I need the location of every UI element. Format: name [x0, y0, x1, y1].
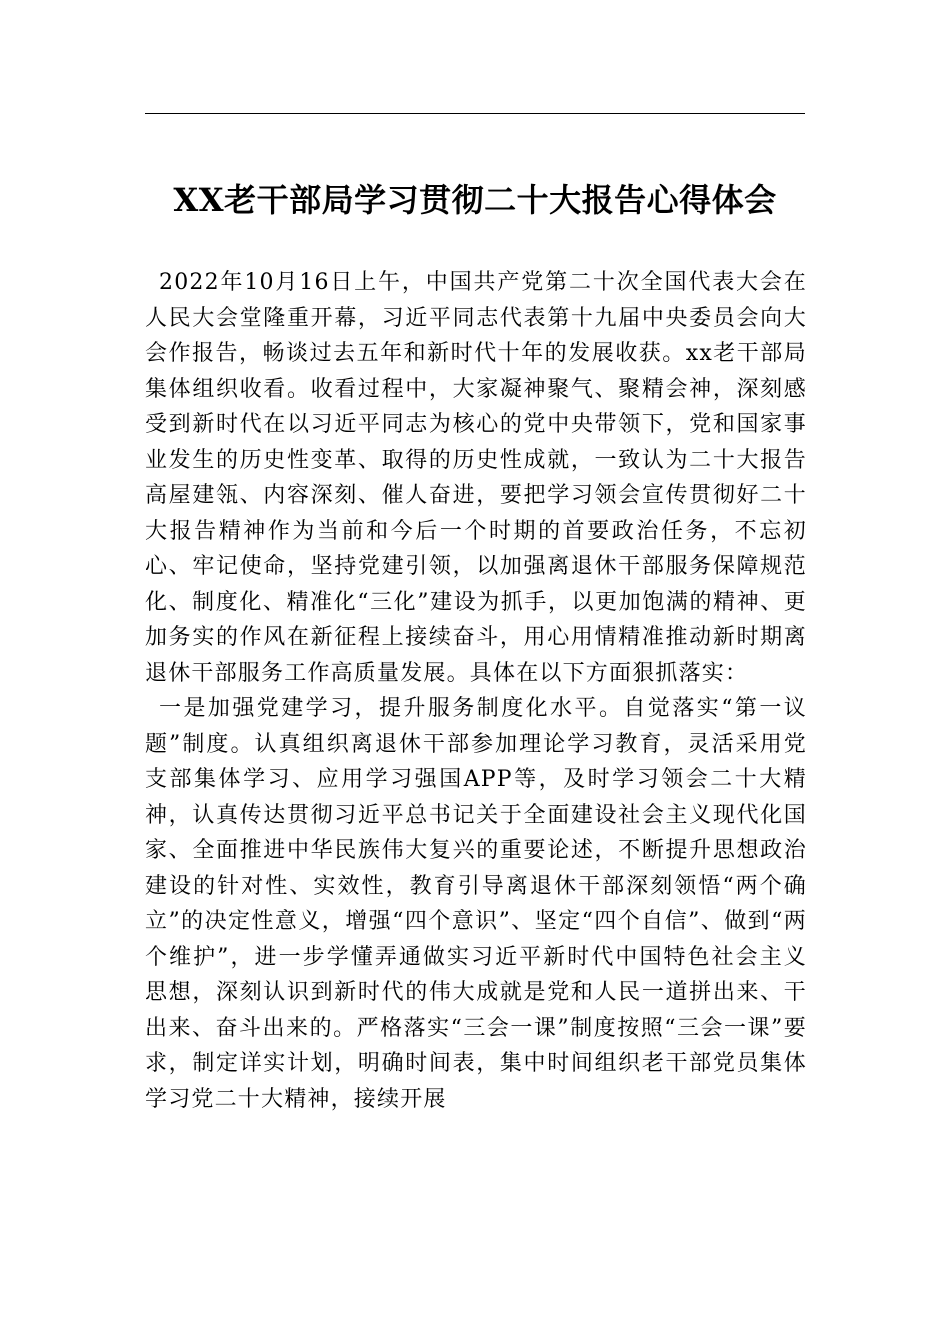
document-title: XX老干部局学习贯彻二十大报告心得体会: [173, 181, 777, 219]
body-paragraph: 2022年10月16日上午，中国共产党第二十次全国代表大会在人民大会堂隆重开幕，习近平同志代表第十九届中央委员会向大会作报告，畅谈过去五年和新时代十年的发展收获。xx老干部局集体组织收看。收看过程中，大家凝神聚气、聚精会神，深刻感受到新时代在以习近平同志为核心的党中央带领下，党和国家事业发生的历史性变革、取得的历史性成就，一致认为二十大报告高屋建瓴、内容深刻、催人奋进，要把学习领会宣传贯彻好二十大报告精神作为当前和今后一个时期的首要政治任务，不忘初心、牢记使命，坚持党建引领，以加强离退休干部服务保障规范化、制度化、精准化“三化”建设为抓手，以更加饱满的精神、更加务实的作风在新征程上接续奋斗，用心用情精准推动新时期离退休干部服务工作高质量发展。具体在以下方面狠抓落实：: [145, 270, 807, 686]
document-body: [145, 265, 807, 1117]
header-divider: [145, 113, 805, 114]
body-paragraph: 一是加强党建学习，提升服务制度化水平。自觉落实“第一议题”制度。认真组织离退休干部参加理论学习教育，灵活采用党支部集体学习、应用学习强国APP等，及时学习领会二十大精神，认真传达贯彻习近平总书记关于全面建设社会主义现代化国家、全面推进中华民族伟大复兴的重要论述，不断提升思想政治建设的针对性、实效性，教育引导离退休干部深刻领悟“两个确立”的决定性意义，增强“四个意识”、坚定“四个自信”、做到“两个维护”，进一步学懂弄通做实习近平新时代中国特色社会主义思想，深刻认识到新时代的伟大成就是党和人民一道拼出来、干出来、奋斗出来的。严格落实“三会一课”制度按照“三会一课”要求，制定详实计划，明确时间表，集中时间组织老干部党员集体学习党二十大精神，接续开展: [145, 696, 807, 1112]
